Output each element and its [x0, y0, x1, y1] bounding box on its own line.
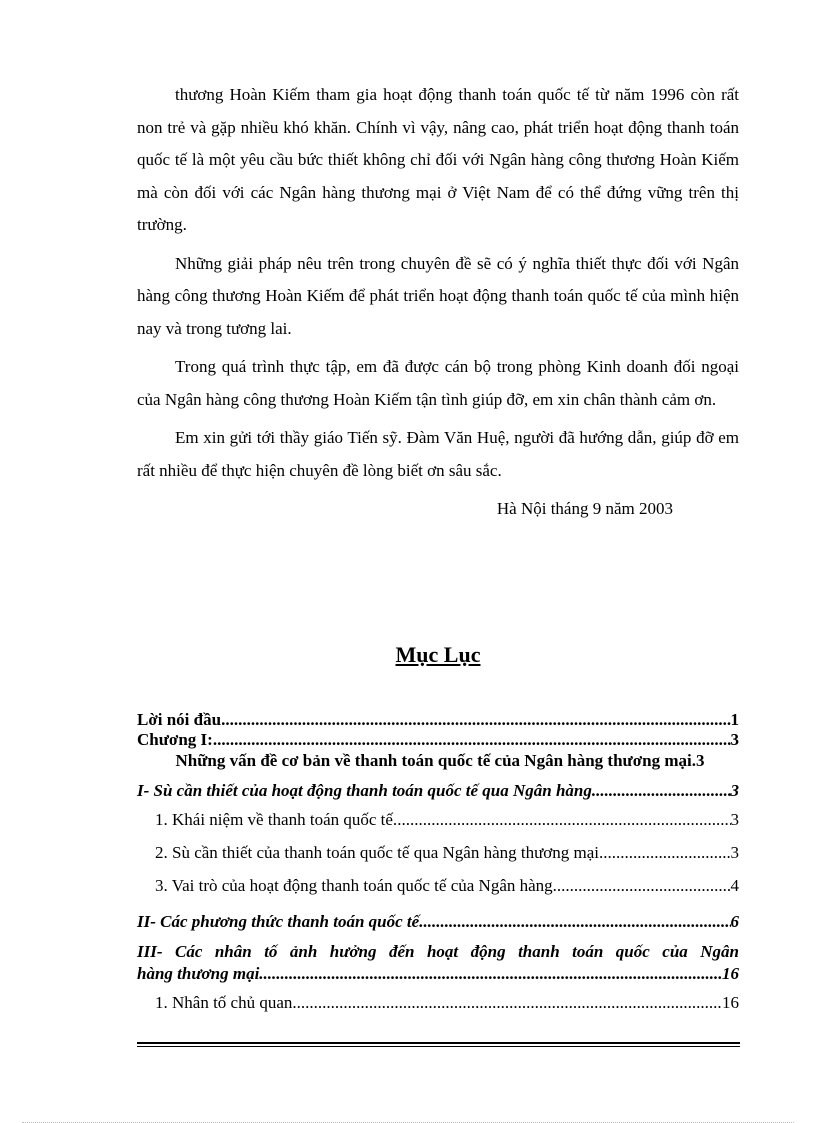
toc-leader	[213, 730, 731, 750]
toc-entry-3-1[interactable]	[137, 987, 739, 1018]
footer-double-rule	[137, 1042, 740, 1047]
body-paragraph-4: Em xin gửi tới thầy giáo Tiến sỹ. Đàm Văn Huệ, người đã hướng dẫn, giúp đỡ em rất nhiều để thực hiện chuyên đề lòng biết ơn sâu sắc.	[137, 428, 739, 480]
toc-leader	[221, 710, 730, 730]
toc-page-number: 3	[730, 781, 739, 800]
toc-page-number: 3	[730, 843, 739, 862]
toc-entry-section-3[interactable]	[137, 941, 739, 985]
body-paragraph-2: Những giải pháp nêu trên trong chuyên đề sẽ có ý nghĩa thiết thực đối với Ngân hàng công thương Hoàn Kiếm để phát triển hoạt động thanh toán quốc tế của mình hiện nay và trong tương lai.	[137, 253, 739, 338]
body-paragraph-3: Trong quá trình thực tập, em đã được cán bộ trong phòng Kinh doanh đối ngoại của Ngân hàng công thương Hoàn Kiếm tận tình giúp đỡ, em xin chân thành cảm ơn.	[137, 357, 739, 409]
toc-leader	[419, 911, 730, 933]
toc-leader	[397, 804, 730, 835]
toc-entry-1-1[interactable]	[137, 804, 739, 835]
toc-entry-section-2[interactable]	[137, 911, 739, 933]
toc-page-number: 3	[696, 751, 705, 770]
toc-page-number: 16	[722, 964, 739, 983]
toc-page-number: 1	[730, 710, 739, 729]
toc-entry-label: Chương I:	[137, 730, 213, 749]
toc-entry-chapter-1-name[interactable]	[137, 750, 739, 772]
toc-page-number: 16	[722, 993, 739, 1012]
toc-entry-section-1[interactable]	[137, 780, 739, 802]
toc-entry-label-line-2-row	[137, 963, 739, 985]
toc-entry-chapter-1[interactable]	[137, 730, 739, 750]
toc-page-number: 4	[730, 876, 739, 895]
toc-leader	[603, 837, 730, 868]
toc-entry-preface[interactable]	[137, 710, 739, 730]
toc-page-number: 3	[730, 810, 739, 829]
toc-entry-1-3[interactable]	[137, 870, 739, 901]
toc-entry-label: II- Các phương thức thanh toán quốc tế	[137, 912, 420, 931]
toc-leader	[259, 963, 722, 985]
toc-entry-label: Những vấn đề cơ bản về thanh toán quốc tế của Ngân hàng thương mại.	[175, 751, 697, 770]
toc-entry-label: Lời nói đầu	[137, 710, 222, 729]
document-page	[137, 79, 739, 1012]
toc-entry-label: 1. Khái niệm về thanh toán quốc tế.	[155, 810, 398, 829]
toc-leader	[557, 870, 731, 901]
toc-page-number: 3	[730, 730, 739, 749]
table-of-contents	[137, 710, 739, 1018]
toc-entry-label-line-1: III- Các nhân tố ảnh hưởng đến hoạt động thanh toán quốc của Ngân	[137, 942, 739, 961]
toc-entry-1-2[interactable]	[137, 837, 739, 868]
toc-title: Mục Lục	[395, 642, 481, 667]
toc-entry-label: I- Sù cần thiết của hoạt động thanh toán quốc tế qua Ngân hàng.	[137, 781, 597, 800]
toc-entry-label: 2. Sù cần thiết của thanh toán quốc tế qua Ngân hàng thương mại.	[155, 843, 604, 862]
signature-date: Hà Nội tháng 9 năm 2003	[496, 499, 673, 518]
toc-entry-label: 1. Nhân tố chủ quan	[155, 993, 293, 1012]
toc-entry-label: 3. Vai trò của hoạt động thanh toán quốc tế của Ngân hàng.	[155, 876, 557, 895]
toc-leader	[596, 780, 730, 802]
body-paragraph-1: thương Hoàn Kiếm tham gia hoạt động thanh toán quốc tế từ năm 1996 còn rất non trẻ và gặp nhiều khó khăn. Chính vì vậy, nâng cao, phát triển hoạt động thanh toán quốc tế là một yêu cầu bức thiết không chỉ đối với Ngân hàng công thương Hoàn Kiếm mà còn đối với các Ngân hàng thương mại ở Việt Nam để có thể đứng vững trên thị trường.	[137, 85, 739, 234]
toc-entry-label: hàng thương mại	[137, 964, 260, 983]
toc-page-number: 6	[730, 912, 739, 931]
toc-leader	[292, 987, 722, 1018]
